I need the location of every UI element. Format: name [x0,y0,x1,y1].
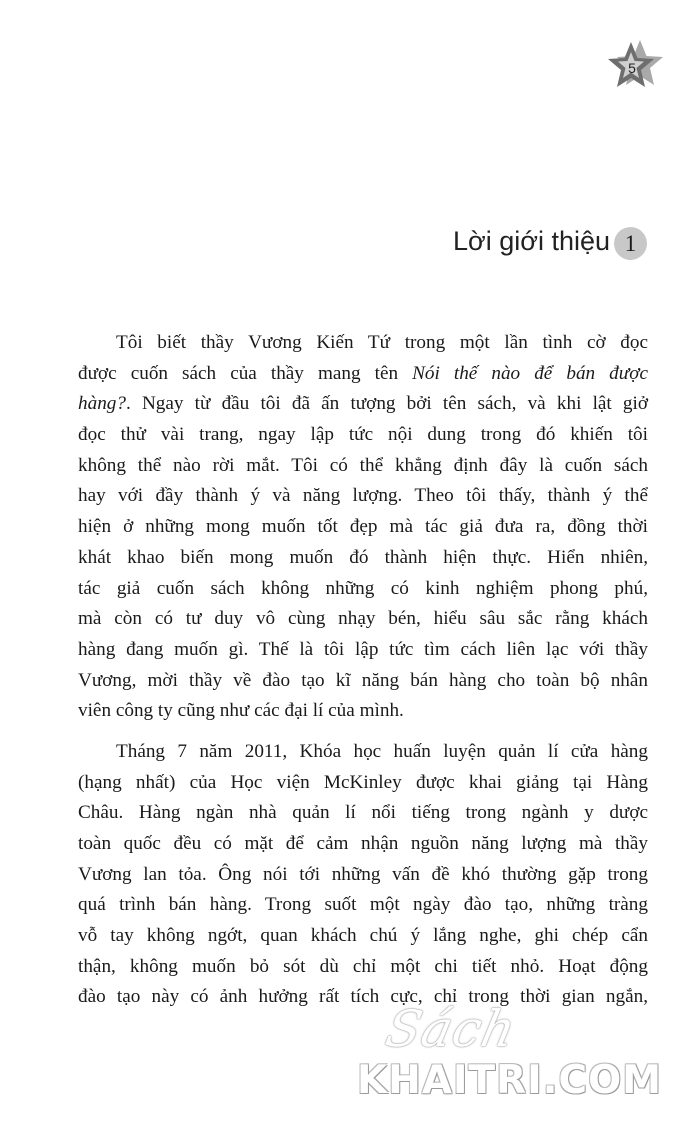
text-line: thận, không muốn bỏ sót dù chỉ một chi tiết nhỏ. Hoạt động [78,955,648,977]
body-text [78,328,648,1013]
text-line: khát khao biến mong muốn đó thành hiện thực. Hiển nhiên, [78,546,648,568]
text-line: không thể nào rời mắt. Tôi có thể khẳng định đây là cuốn sách [78,454,648,476]
chapter-title: Lời giới thiệu [453,226,610,256]
book-title-continued: hàng? [78,393,126,415]
text-line: (hạng nhất) của Học viện McKinley được khai giảng tại Hàng [78,771,648,793]
text-line: hay với đầy thành ý và năng lượng. Theo tôi thấy, thành ý thể [78,485,648,507]
text-line: đào tạo này có ảnh hưởng rất tích cực, chỉ trong thời gian ngắn, [78,986,648,1008]
watermark-script: Sách [380,1000,522,1058]
text-line: viên công ty cũng như các đại lí của mình. [78,700,404,722]
text-span: . Ngay từ đầu tôi đã ấn tượng bởi tên sách, và khi lật giở [125,393,648,415]
text-line: Châu. Hàng ngàn nhà quản lí nổi tiếng trong ngành y dược [78,802,648,824]
book-title: Nói thế nào để bán được [412,362,648,384]
watermark-brand: KHAITRI.COM [357,1058,663,1103]
text-line: mà còn có tư duy vô cùng nhạy bén, hiểu sâu sắc rằng khách [78,608,648,630]
watermark-logo [357,1000,697,1118]
text-span: được cuốn sách của thầy mang tên [78,362,413,384]
text-line: Tháng 7 năm 2011, Khóa học huấn luyện quản lí cửa hàng [116,740,648,762]
text-line: hàng đang muốn gì. Thế là tôi lập tức tìm cách liên lạc với thầy [78,638,648,660]
text-line: tác giả cuốn sách không những có kinh nghiệm phong phú, [78,577,648,599]
text-line [78,389,648,420]
text-line: Vương, mời thầy về đào tạo kĩ năng bán hàng cho toàn bộ nhân [78,669,648,691]
text-line: toàn quốc đều có mặt để cảm nhận nguồn năng lượng mà thầy [78,833,648,854]
text-line: đọc thử vài trang, ngay lập tức nội dung trong đó khiến tôi [78,424,648,446]
text-line: Vương lan tỏa. Ông nói tới những vấn đề khó thường gặp trong [78,863,648,885]
paragraph-1 [78,328,648,727]
page-number: 5 [628,60,636,76]
text-line: Tôi biết thầy Vương Kiến Tứ trong một lần tình cờ đọc [116,332,648,353]
text-line: hiện ở những mong muốn tốt đẹp mà tác giả đưa ra, đồng thời [78,516,648,538]
text-line: quá trình bán hàng. Trong suốt một ngày đào tạo, những tràng [78,894,648,916]
paragraph-2 [78,737,648,1013]
text-line [78,359,648,390]
text-line: vỗ tay không ngớt, quan khách chú ý lắng nghe, ghi chép cẩn [78,925,648,947]
chapter-number-badge: 1 [614,227,647,260]
